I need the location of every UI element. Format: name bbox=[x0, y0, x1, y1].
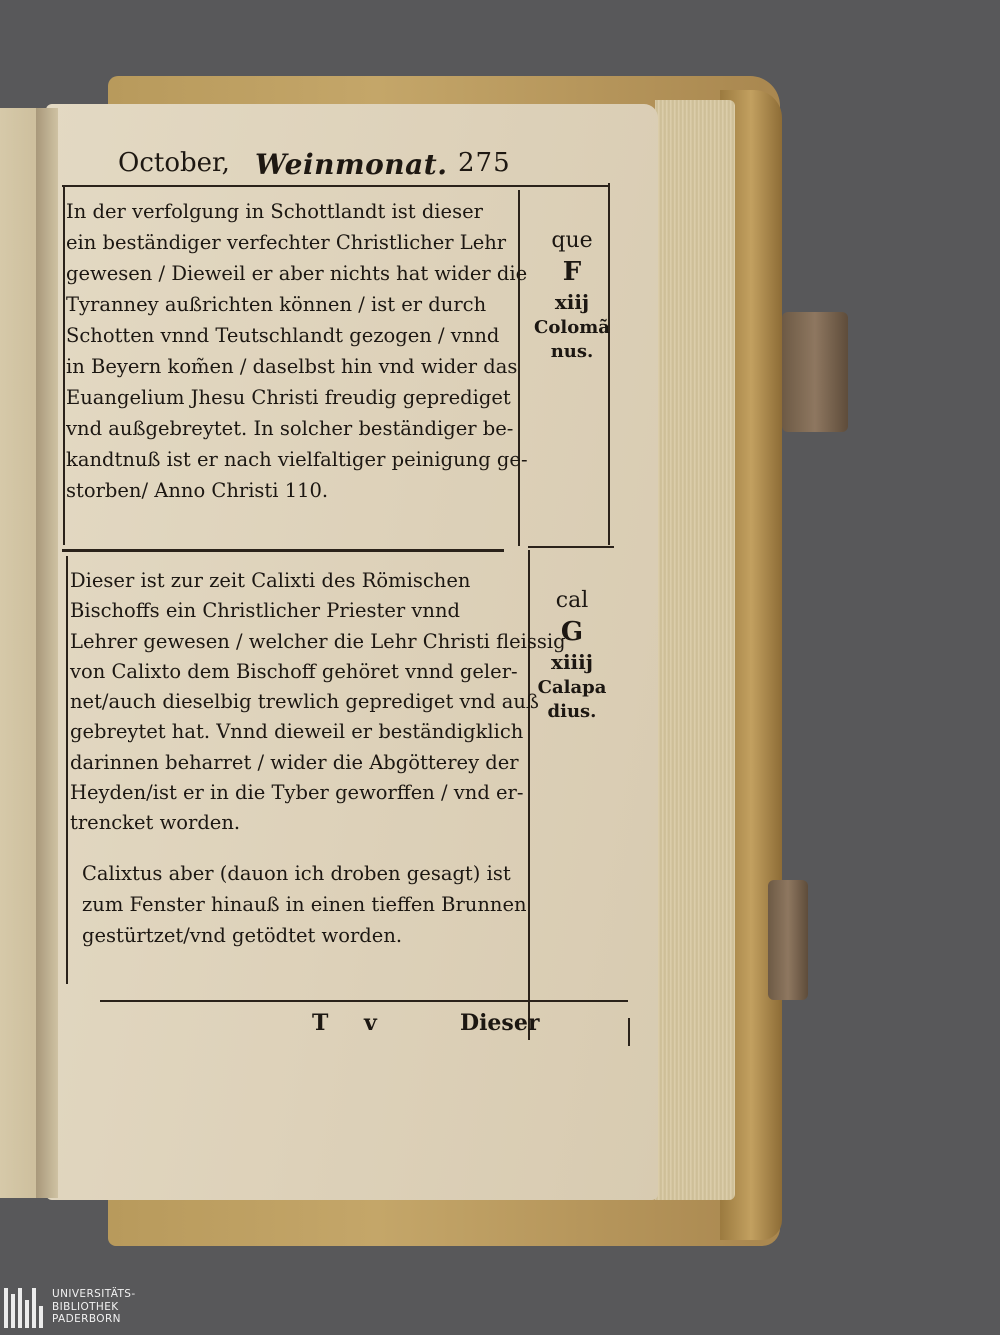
text-line: Dieser ist zur zeit Calixti des Römischen bbox=[70, 569, 471, 592]
margin-day-number: xiiij bbox=[551, 650, 593, 674]
frame-left-rule-upper bbox=[63, 185, 65, 545]
frame-bottom-rule bbox=[100, 1000, 628, 1002]
text-line: in Beyern kom̃en / daselbst hin vnd wider das bbox=[66, 355, 518, 378]
signature-mark: T v bbox=[312, 1010, 391, 1036]
note-line: Calixtus aber (dauon ich droben gesagt) ist bbox=[82, 862, 511, 885]
text-line: net/auch dieselbig trewlich geprediget vnd auß bbox=[70, 690, 539, 714]
text-line: vnd außgebreytet. In solcher beständiger be- bbox=[66, 417, 514, 440]
text-line: trencket worden. bbox=[70, 811, 241, 835]
note-line: zum Fenster hinauß in einen tieffen Brunnen bbox=[82, 893, 527, 916]
margin-dominical-letter: F bbox=[562, 257, 582, 287]
library-logo-icon bbox=[4, 1288, 48, 1328]
text-line: Euangelium Jhesu Christi freudig geprediget bbox=[66, 386, 511, 409]
text-line: von Calixto dem Bischoff gehöret vnnd geler- bbox=[70, 659, 518, 683]
calixtus-note bbox=[82, 858, 527, 951]
text-line: Lehrer gewesen / welcher die Lehr Christi fleissig bbox=[70, 629, 566, 653]
text-line: darinnen beharret / wider die Abgötterey der bbox=[70, 750, 519, 774]
entry-calapadius-text bbox=[70, 566, 566, 839]
margin-calendar-calapadius bbox=[526, 586, 618, 724]
text-line: Heyden/ist er in die Tyber geworffen / vnd er- bbox=[70, 781, 524, 805]
logo-line: PADERBORN bbox=[52, 1313, 121, 1325]
text-line: storben/ Anno Christi 110. bbox=[66, 479, 329, 502]
library-footer bbox=[0, 1280, 1000, 1335]
margin-saint-name: Colomã bbox=[534, 317, 610, 338]
catchword: Dieser bbox=[460, 1010, 540, 1036]
section-divider bbox=[62, 549, 504, 552]
text-line: gewesen / Dieweil er aber nichts hat wider die bbox=[66, 262, 528, 285]
page-number: 275 bbox=[458, 148, 511, 178]
text-line: Schotten vnnd Teutschlandt gezogen / vnnd bbox=[66, 324, 500, 347]
margin-day-number: xiij bbox=[554, 290, 590, 314]
text-line: Tyranney außrichten können / ist er durch bbox=[66, 293, 487, 316]
text-line: ein beständiger verfechter Christlicher Lehr bbox=[66, 231, 507, 254]
text-line: In der verfolgung in Schottlandt ist dieser bbox=[66, 200, 483, 223]
note-line: gestürtzet/vnd getödtet worden. bbox=[82, 924, 403, 947]
margin-abbrev: cal bbox=[555, 588, 589, 613]
page-gutter bbox=[36, 108, 58, 1198]
margin-abbrev: que bbox=[551, 228, 593, 253]
clasp-lower bbox=[768, 880, 808, 1000]
margin-divider bbox=[528, 546, 614, 548]
frame-margin-rule-lower bbox=[628, 1018, 630, 1046]
entry-colomannus-text bbox=[66, 196, 528, 506]
frame-top-rule bbox=[62, 185, 610, 187]
text-line: gebreytet hat. Vnnd dieweil er beständigklich bbox=[70, 720, 524, 744]
clasp-upper bbox=[782, 312, 848, 432]
margin-saint-name: Calapa bbox=[537, 677, 607, 698]
margin-saint-name-cont: dius. bbox=[547, 701, 597, 722]
text-line: kandtnuß ist er nach vielfaltiger peinigung ge- bbox=[66, 448, 528, 471]
logo-line: BIBLIOTHEK bbox=[52, 1300, 119, 1313]
margin-saint-name-cont: nus. bbox=[550, 341, 594, 362]
library-logo-text bbox=[52, 1288, 136, 1326]
margin-calendar-colomannus bbox=[526, 226, 618, 364]
text-line: Bischoffs ein Christlicher Priester vnnd bbox=[70, 599, 461, 623]
running-head-month: October, bbox=[118, 148, 230, 178]
logo-line: UNIVERSITÄTS- bbox=[52, 1288, 136, 1300]
margin-dominical-letter: G bbox=[560, 617, 584, 647]
running-head-german-month: Weinmonat. bbox=[255, 148, 448, 181]
page-edges bbox=[655, 100, 735, 1200]
frame-left-rule-lower bbox=[66, 556, 68, 984]
